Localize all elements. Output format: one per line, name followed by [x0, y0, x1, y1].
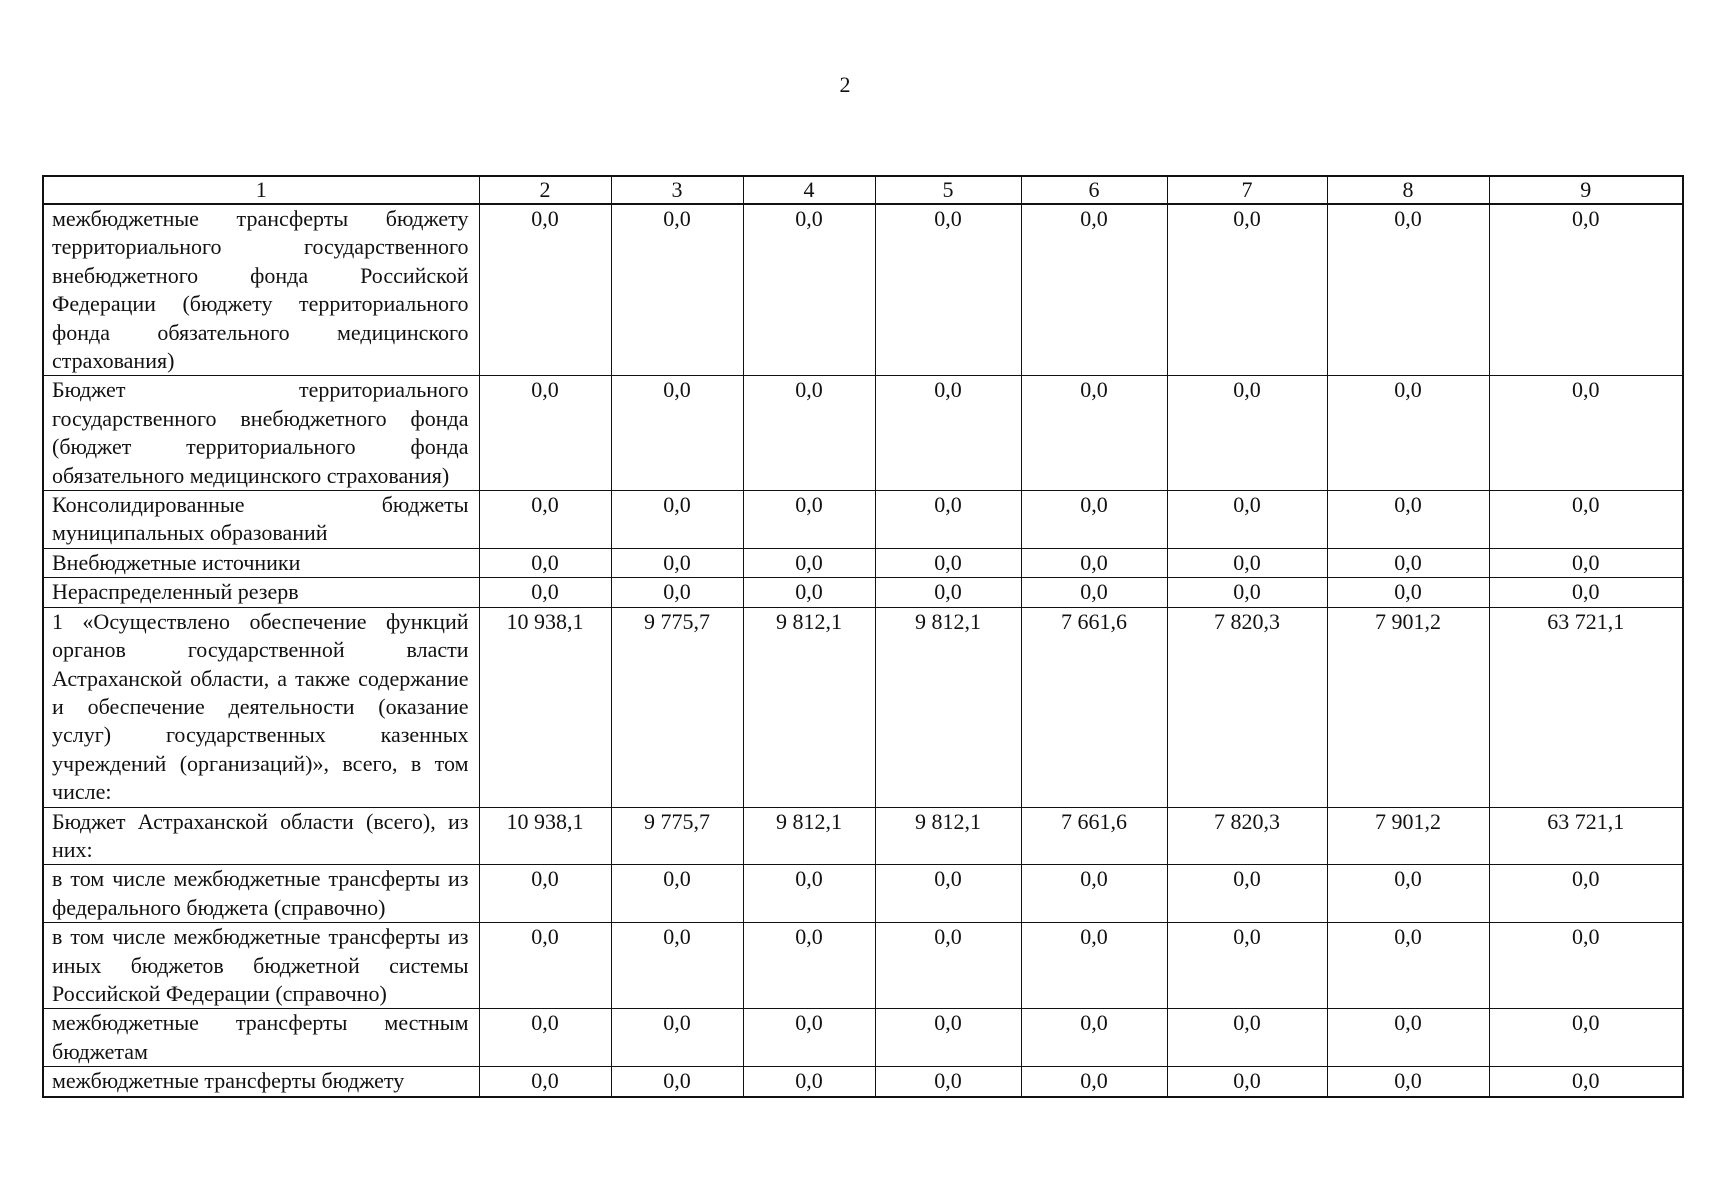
row-label: в том числе межбюджетные трансферты из федерального бюджета (справочно): [43, 865, 479, 923]
value-cell: 0,0: [1021, 923, 1167, 1009]
table-row: [43, 376, 1683, 491]
value-cell: 0,0: [1021, 865, 1167, 923]
table-row: [43, 865, 1683, 923]
value-cell: 0,0: [1167, 376, 1327, 491]
value-cell: 0,0: [875, 923, 1021, 1009]
value-cell: 0,0: [1327, 548, 1489, 577]
table-row: [43, 204, 1683, 376]
column-header: 1: [43, 176, 479, 204]
value-cell: 0,0: [743, 923, 875, 1009]
value-cell: 0,0: [1327, 865, 1489, 923]
value-cell: 9 812,1: [875, 607, 1021, 807]
column-header: 2: [479, 176, 611, 204]
value-cell: 7 820,3: [1167, 607, 1327, 807]
value-cell: 10 938,1: [479, 607, 611, 807]
value-cell: 0,0: [1167, 1009, 1327, 1067]
value-cell: 0,0: [1489, 1067, 1683, 1097]
column-header: 4: [743, 176, 875, 204]
value-cell: 0,0: [743, 491, 875, 549]
value-cell: 0,0: [479, 1009, 611, 1067]
row-label: в том числе межбюджетные трансферты из иных бюджетов бюджетной системы Российской Федерации (справочно): [43, 923, 479, 1009]
value-cell: 0,0: [1167, 1067, 1327, 1097]
value-cell: 0,0: [479, 1067, 611, 1097]
row-label: межбюджетные трансферты местным бюджетам: [43, 1009, 479, 1067]
column-header: 6: [1021, 176, 1167, 204]
value-cell: 0,0: [875, 1009, 1021, 1067]
value-cell: 0,0: [1167, 578, 1327, 607]
value-cell: 0,0: [743, 1009, 875, 1067]
row-label: Нераспределенный резерв: [43, 578, 479, 607]
value-cell: 0,0: [1327, 1009, 1489, 1067]
value-cell: 0,0: [1327, 578, 1489, 607]
value-cell: 0,0: [479, 204, 611, 376]
budget-table: [42, 175, 1684, 1098]
table-row: [43, 1009, 1683, 1067]
value-cell: 0,0: [1489, 578, 1683, 607]
value-cell: 9 812,1: [875, 807, 1021, 865]
value-cell: 0,0: [611, 204, 743, 376]
column-header: 7: [1167, 176, 1327, 204]
value-cell: 0,0: [1489, 491, 1683, 549]
header-row: [43, 176, 1683, 204]
value-cell: 0,0: [1327, 923, 1489, 1009]
value-cell: 0,0: [875, 204, 1021, 376]
value-cell: 0,0: [1167, 491, 1327, 549]
value-cell: 9 775,7: [611, 607, 743, 807]
value-cell: 0,0: [611, 578, 743, 607]
value-cell: 0,0: [1489, 204, 1683, 376]
value-cell: 0,0: [479, 548, 611, 577]
table-header: [43, 176, 1683, 204]
value-cell: 0,0: [875, 491, 1021, 549]
value-cell: 7 820,3: [1167, 807, 1327, 865]
column-header: 9: [1489, 176, 1683, 204]
table-body: [43, 204, 1683, 1097]
row-label: Бюджет Астраханской области (всего), из них:: [43, 807, 479, 865]
value-cell: 0,0: [611, 548, 743, 577]
value-cell: 0,0: [1021, 548, 1167, 577]
value-cell: 0,0: [1489, 923, 1683, 1009]
table-row: [43, 578, 1683, 607]
value-cell: 0,0: [1327, 491, 1489, 549]
column-header: 8: [1327, 176, 1489, 204]
row-label: 1 «Осуществлено обеспечение функций органов государственной власти Астраханской области, а также содержание и обеспечение деятельности (оказание услуг) государственных казенных учреждений (организаций)», всего, в том числе:: [43, 607, 479, 807]
value-cell: 0,0: [1021, 204, 1167, 376]
value-cell: 0,0: [743, 578, 875, 607]
value-cell: 0,0: [1167, 865, 1327, 923]
row-label: Бюджет территориального государственного внебюджетного фонда (бюджет территориального фонда обязательного медицинского страхования): [43, 376, 479, 491]
table-row: [43, 807, 1683, 865]
value-cell: 0,0: [743, 865, 875, 923]
row-label: Консолидированные бюджеты муниципальных образований: [43, 491, 479, 549]
row-label: межбюджетные трансферты бюджету: [43, 1067, 479, 1097]
value-cell: 0,0: [611, 491, 743, 549]
value-cell: 0,0: [875, 578, 1021, 607]
table-row: [43, 923, 1683, 1009]
table-row: [43, 1067, 1683, 1097]
value-cell: 0,0: [743, 548, 875, 577]
value-cell: 0,0: [875, 865, 1021, 923]
value-cell: 0,0: [1489, 865, 1683, 923]
value-cell: 0,0: [1021, 376, 1167, 491]
value-cell: 0,0: [611, 1067, 743, 1097]
value-cell: 0,0: [1021, 1009, 1167, 1067]
value-cell: 0,0: [611, 923, 743, 1009]
value-cell: 0,0: [1327, 376, 1489, 491]
value-cell: 0,0: [479, 923, 611, 1009]
column-header: 3: [611, 176, 743, 204]
value-cell: 9 812,1: [743, 807, 875, 865]
value-cell: 9 812,1: [743, 607, 875, 807]
value-cell: 63 721,1: [1489, 807, 1683, 865]
row-label: Внебюджетные источники: [43, 548, 479, 577]
value-cell: 0,0: [1489, 548, 1683, 577]
value-cell: 10 938,1: [479, 807, 611, 865]
value-cell: 0,0: [479, 491, 611, 549]
value-cell: 0,0: [479, 376, 611, 491]
value-cell: 0,0: [1167, 923, 1327, 1009]
value-cell: 0,0: [1167, 204, 1327, 376]
value-cell: 0,0: [743, 1067, 875, 1097]
table-row: [43, 491, 1683, 549]
value-cell: 0,0: [611, 376, 743, 491]
value-cell: 0,0: [1489, 1009, 1683, 1067]
value-cell: 7 661,6: [1021, 607, 1167, 807]
value-cell: 0,0: [1489, 376, 1683, 491]
value-cell: 0,0: [1167, 548, 1327, 577]
value-cell: 0,0: [1021, 1067, 1167, 1097]
value-cell: 7 661,6: [1021, 807, 1167, 865]
value-cell: 0,0: [1327, 204, 1489, 376]
value-cell: 7 901,2: [1327, 807, 1489, 865]
value-cell: 0,0: [479, 865, 611, 923]
column-header: 5: [875, 176, 1021, 204]
table-row: [43, 548, 1683, 577]
table-row: [43, 607, 1683, 807]
value-cell: 0,0: [1327, 1067, 1489, 1097]
value-cell: 63 721,1: [1489, 607, 1683, 807]
value-cell: 0,0: [743, 376, 875, 491]
value-cell: 0,0: [611, 1009, 743, 1067]
page-number: 2: [839, 72, 851, 97]
value-cell: 0,0: [1021, 578, 1167, 607]
value-cell: 7 901,2: [1327, 607, 1489, 807]
value-cell: 0,0: [875, 548, 1021, 577]
value-cell: 0,0: [479, 578, 611, 607]
value-cell: 0,0: [1021, 491, 1167, 549]
value-cell: 9 775,7: [611, 807, 743, 865]
value-cell: 0,0: [611, 865, 743, 923]
value-cell: 0,0: [875, 376, 1021, 491]
budget-table-container: [42, 175, 1682, 1098]
value-cell: 0,0: [743, 204, 875, 376]
value-cell: 0,0: [875, 1067, 1021, 1097]
row-label: межбюджетные трансферты бюджету территориального государственного внебюджетного фонда Российской Федерации (бюджету территориального фонда обязательного медицинского страхования): [43, 204, 479, 376]
